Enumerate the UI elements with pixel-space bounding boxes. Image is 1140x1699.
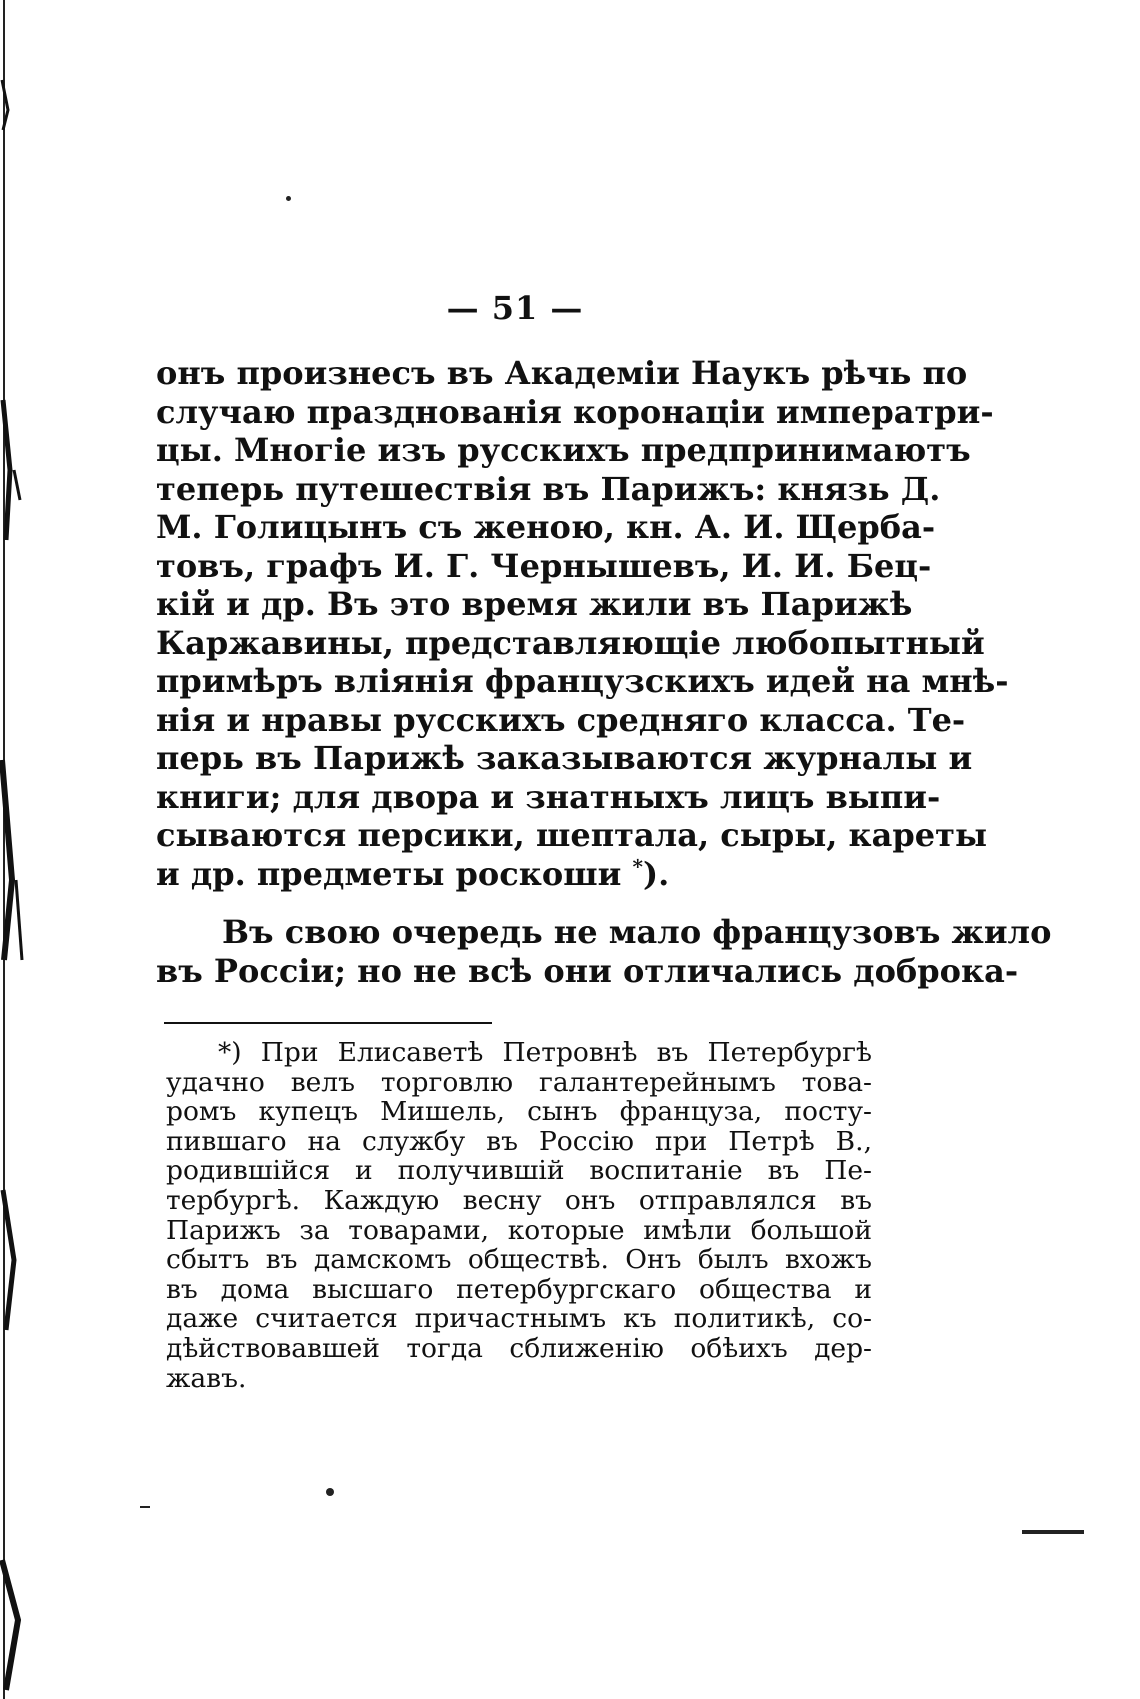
text-line: книги; для двора и знатныхъ лицъ выпи- [156, 777, 941, 816]
footnote-line: сбытъ въ дамскомъ обществѣ. Онъ былъ вхожъ [166, 1244, 872, 1276]
footnote-line: ромъ купецъ Мишель, сынъ француза, посту- [166, 1096, 872, 1128]
page-number: — 51 — [446, 289, 584, 327]
text-line-with-footnote [156, 855, 868, 894]
text-line: теперь путешествія въ Парижъ: князь Д. [156, 469, 941, 508]
footnote-line: даже считается причастнымъ къ политикѣ, со- [166, 1303, 872, 1335]
text-line: нія и нравы русскихъ средняго класса. Те- [156, 700, 966, 739]
text-line: Въ свою очередь не мало французовъ жило [222, 913, 1052, 951]
text-line-content: и др. предметы роскоши [156, 854, 622, 893]
text-line: Каржавины, представляющіе любопытный [156, 623, 985, 662]
footnote-divider [164, 1022, 492, 1024]
text-line: случаю празднованія коронаціи императри- [156, 392, 994, 431]
footnote-line: *) При Елисаветѣ Петровнѣ въ Петербургѣ [218, 1037, 872, 1068]
paragraph-gap [156, 893, 868, 913]
scan-mark [1022, 1530, 1084, 1534]
footnote-line: родившійся и получившій воспитаніе въ Пе- [166, 1155, 872, 1187]
text-line: товъ, графъ И. Г. Чернышевъ, И. И. Бец- [156, 546, 932, 585]
scanned-page-edge [0, 0, 26, 1699]
text-line: кій и др. Въ это время жили въ Парижѣ [156, 585, 913, 623]
footnote-line: тербургѣ. Каждую весну онъ отправлялся въ [166, 1184, 872, 1216]
footnote-marker: * [632, 853, 643, 878]
scan-speck [286, 196, 291, 201]
footnote-line: пившаго на службу въ Россію при Петрѣ В., [166, 1125, 872, 1157]
footnote-block [166, 1038, 872, 1393]
text-line: перь въ Парижѣ заказываются журналы и [156, 739, 973, 777]
text-line: онъ произнесъ въ Академіи Наукъ рѣчь по [156, 354, 968, 392]
scan-speck [326, 1488, 334, 1496]
text-line: въ Россіи; но не всѣ они отличались доброка- [156, 951, 1019, 990]
footnote-line: жавъ. [166, 1362, 247, 1394]
footnote-line: въ дома высшаго петербургскаго общества и [166, 1273, 872, 1305]
footnote-line: удачно велъ торговлю галантерейнымъ това- [166, 1066, 872, 1098]
text-line: примѣръ вліянія французскихъ идей на мнѣ- [156, 662, 1009, 700]
footnote-line: Парижъ за товарами, которые имѣли большой [166, 1214, 872, 1246]
main-text-block [156, 354, 1052, 990]
text-line: цы. Многіе изъ русскихъ предпринимаютъ [156, 431, 971, 469]
text-line: сываются персики, шептала, сыры, кареты [156, 816, 988, 854]
text-line: М. Голицынъ съ женою, кн. А. И. Щерба- [156, 508, 936, 546]
scan-mark [140, 1506, 150, 1508]
footnote-line: дѣйствовавшей тогда сближенію обѣихъ дер- [166, 1332, 872, 1364]
closing-punctuation: ). [642, 854, 670, 893]
